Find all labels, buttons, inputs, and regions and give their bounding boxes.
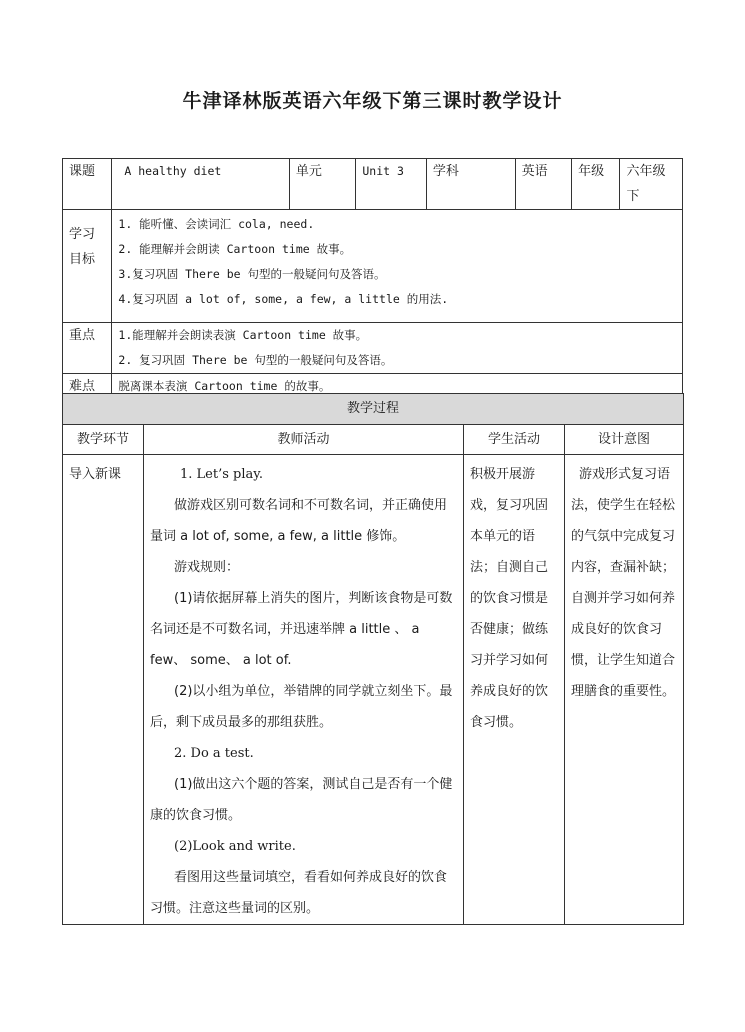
design-intent: 游戏形式复习语法，使学生在轻松的气氛中完成复习内容，查漏补缺；自测并学习如何养成良好的饮食习惯，让学生知道合理膳食的重要性。 xyxy=(565,455,684,925)
teacher-para: 1. Let’s play. xyxy=(180,467,264,482)
teacher-para: 看图用这些量词填空，看看如何养成良好的饮食习惯。注意这些量词的区别。 xyxy=(150,870,448,916)
unit-label: 单元 xyxy=(289,159,356,210)
key-points-list xyxy=(112,323,683,374)
difficulty-text: 脱离课本表演 Cartoon time 的故事。 xyxy=(112,374,683,401)
teacher-para: 游戏规则： xyxy=(174,560,240,575)
objective-item: 1. 能听懂、会读词汇 cola, need. xyxy=(118,217,315,231)
process-banner: 教学过程 xyxy=(63,394,684,425)
topic-label: 课题 xyxy=(63,159,112,210)
difficulty-label: 难点 xyxy=(63,374,112,401)
header-teacher: 教师活动 xyxy=(144,425,464,455)
objective-item: 3.复习巩固 There be 句型的一般疑问句及答语。 xyxy=(118,267,386,281)
process-body-row xyxy=(63,455,684,925)
objective-item: 2. 能理解并会朗读 Cartoon time 故事。 xyxy=(118,242,352,256)
process-header-row xyxy=(63,425,684,455)
key-point-item: 2. 复习巩固 There be 句型的一般疑问句及答语。 xyxy=(118,353,393,367)
header-student: 学生活动 xyxy=(464,425,565,455)
info-table xyxy=(62,158,683,401)
teacher-activity xyxy=(144,455,464,925)
objectives-row xyxy=(63,210,683,323)
teacher-para: (2)以小组为单位，举错牌的同学就立刻坐下。最后，剩下成员最多的那组获胜。 xyxy=(150,684,453,730)
stage-cell: 导入新课 xyxy=(63,455,144,925)
grade-value: 六年级下 xyxy=(620,159,683,210)
objective-item: 4.复习巩固 a lot of, some, a few, a little 的用法. xyxy=(118,292,449,306)
key-points-row xyxy=(63,323,683,374)
teacher-para: (1)请依据屏幕上消失的图片，判断该食物是可数名词还是不可数名词，并迅速举牌 a little 、 a few、 some、 a lot of. xyxy=(150,591,453,668)
course-value: 英语 xyxy=(515,159,571,210)
course-label: 学科 xyxy=(426,159,515,210)
topic-value: A healthy diet xyxy=(112,159,289,210)
info-row xyxy=(63,159,683,210)
process-table xyxy=(62,393,684,925)
grade-label: 年级 xyxy=(572,159,620,210)
objectives-list xyxy=(112,210,683,323)
process-banner-row xyxy=(63,394,684,425)
key-points-label: 重点 xyxy=(63,323,112,374)
student-activity: 积极开展游戏，复习巩固本单元的语法；自测自己的饮食习惯是否健康；做练习并学习如何养成良好的饮食习惯。 xyxy=(464,455,565,925)
unit-value: Unit 3 xyxy=(356,159,427,210)
header-stage: 教学环节 xyxy=(63,425,144,455)
key-point-item: 1.能理解并会朗读表演 Cartoon time 故事。 xyxy=(118,328,368,342)
objectives-label: 学习目标 xyxy=(63,210,112,323)
document-title: 牛津译林版英语六年级下第三课时教学设计 xyxy=(182,90,563,112)
teacher-para: (2)Look and write. xyxy=(174,839,296,854)
teacher-para: 做游戏区别可数名词和不可数名词，并正确使用量词 a lot of, some, a few, a little 修饰。 xyxy=(150,498,448,544)
header-design: 设计意图 xyxy=(565,425,684,455)
teacher-para: 2. Do a test. xyxy=(174,746,254,761)
teacher-para: (1)做出这六个题的答案，测试自己是否有一个健康的饮食习惯。 xyxy=(150,777,453,823)
